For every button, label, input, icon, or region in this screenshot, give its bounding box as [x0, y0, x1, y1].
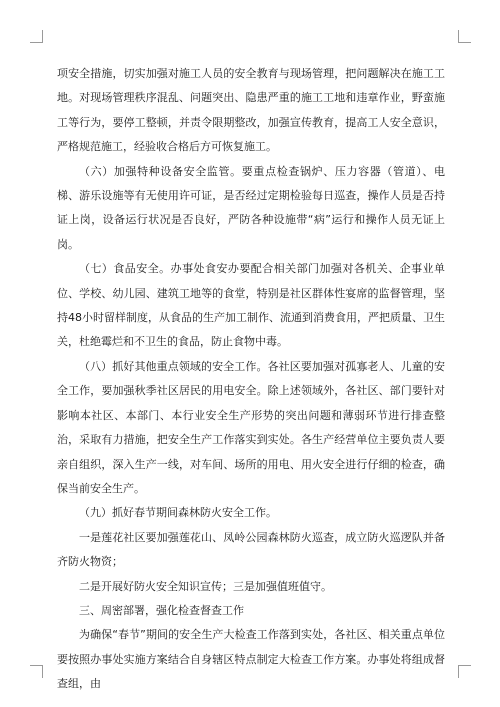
document-body [57, 62, 445, 697]
paragraph-forest-fire-item-2: 二是开展好防火安全知识宣传；三是加强值班值守。 [79, 579, 332, 593]
section-heading-inspection: 三、周密部署，强化检查督查工作 [79, 603, 244, 617]
paragraph-continuation: 项安全措施，切实加强对施工人员的安全教育与现场管理，把问题解决在施工工地。对现场管理秩序混乱、问题突出、隐患严重的施工工地和违章作业，野蛮施工等行为，要停工整顿，并责令限期整改，加强宣传教育，提高工人安全意识，严格规范施工，经验收合格后方可恢复施工。 [57, 67, 445, 154]
crop-mark-bottom-right [458, 665, 471, 678]
crop-mark-top-right [458, 30, 471, 43]
crop-mark-top-left [30, 30, 43, 43]
paragraph-other-key-areas: （八）抓好其他重点领域的安全工作。各社区要加强对孤寡老人、儿童的安全工作，要加强秋季社区居民的用电安全。除上述领域外，各社区、部门要针对影响本社区、本部门、本行业安全生产形势的突出问题和薄弱环节进行排查整治，采取有力措施，把安全生产工作落实到实处。各生产经营单位主要负责人要亲自组织，深入生产一线，对车间、场所的用电、用火安全进行仔细的检查，确保当前安全生产。 [57, 359, 445, 495]
crop-mark-bottom-left [30, 665, 43, 678]
paragraph-inspection: 为确保“春节”期间的安全生产大检查工作落到实处，各社区、相关重点单位要按照办事处实施方案结合自身辖区特点制定大检查工作方案。办事处将组成督查组，由 [57, 628, 445, 691]
paragraph-forest-fire-item-1: 一是莲花社区要加强莲花山、凤岭公园森林防火巡查，成立防火巡逻队并备齐防火物资； [57, 530, 445, 569]
paragraph-food-safety: （七）食品安全。办事处食安办要配合相关部门加强对各机关、企事业单位、学校、幼儿园、建筑工地等的食堂，特别是社区群体性宴席的监督管理，坚持48小时留样制度，从食品的生产加工制作、流通到消费食用，严把质量、卫生关，杜绝霉烂和不卫生的食品，防止食物中毒。 [57, 262, 445, 349]
paragraph-special-equipment: （六）加强特种设备安全监管。要重点检查锅炉、压力容器（管道）、电梯、游乐设施等有无使用许可证，是否经过定期检验每日巡查，操作人员是否持证上岗，设备运行状况是否良好，严防各种设施带“病”运行和操作人员无证上岗。 [57, 164, 445, 251]
paragraph-forest-fire-heading: （九）抓好春节期间森林防火安全工作。 [79, 506, 277, 520]
